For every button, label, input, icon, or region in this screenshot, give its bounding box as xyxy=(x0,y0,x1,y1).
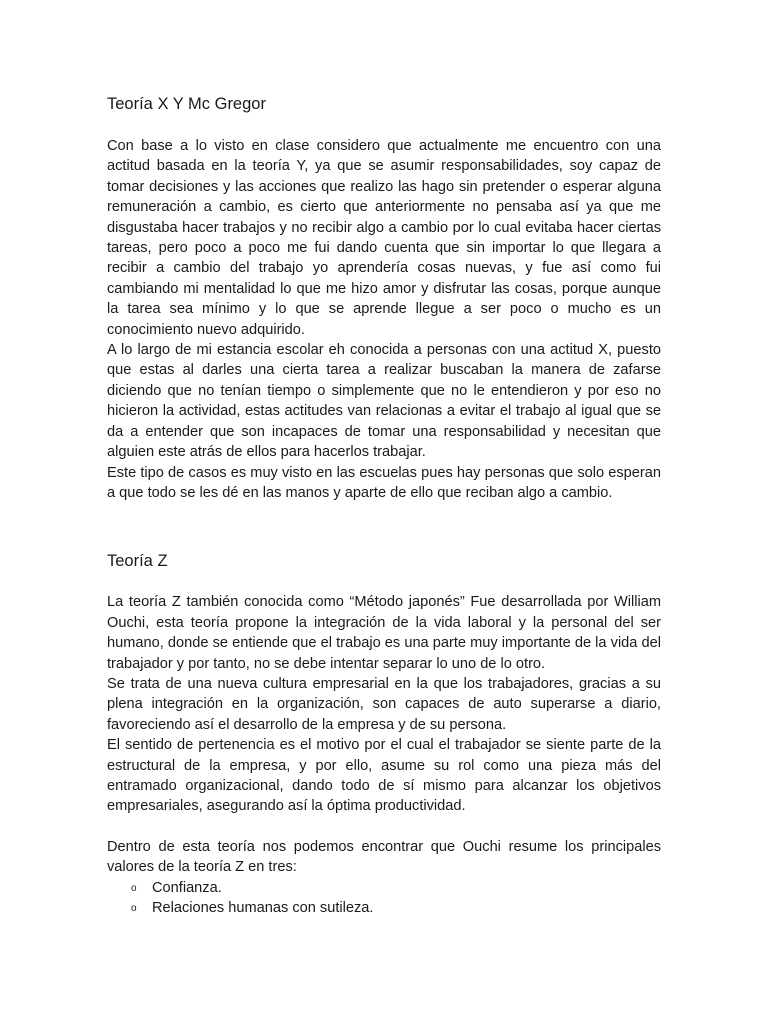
section-title-theory-z: Teoría Z xyxy=(107,552,168,571)
paragraph-sense-of-belonging: El sentido de pertenencia es el motivo por el cual el trabajador se siente parte de la estructural de la empresa, y por ello, asume su rol como una pieza más del entramado organizacional, dando todo de sí mismo para alcanzar los objetivos empresariales, asegurando así la óptima productividad. xyxy=(107,737,661,815)
list-item-text: Relaciones humanas con sutileza. xyxy=(152,900,374,916)
bullet-circle-icon: o xyxy=(131,903,137,914)
values-list xyxy=(107,878,661,919)
paragraph-values-intro: Dentro de esta teoría nos podemos encontrar que Ouchi resume los principales valores de la teoría Z en tres: xyxy=(107,838,661,876)
paragraph-theory-z-definition: La teoría Z también conocida como “Método japonés” Fue desarrollada por William Ouchi, esta teoría propone la integración de la vida laboral y la personal del ser humano, donde se entiende que el trabajo es una parte muy importante de la vida del trabajador y por tanto, no se debe intentar separar lo uno de lo otro. xyxy=(107,594,661,672)
list-item-text: Confianza. xyxy=(152,879,222,896)
section-title-theory-xy: Teoría X Y Mc Gregor xyxy=(107,95,266,113)
bullet-circle-icon: o xyxy=(131,882,137,894)
list-item xyxy=(131,898,661,918)
paragraph-theory-x-attitude: A lo largo de mi estancia escolar eh conocida a personas con una actitud X, puesto que estas al darles una cierta tarea a realizar buscaban la manera de zafarse diciendo que no tenían tiempo o simplemente que no le entendieron y por eso no hicieron la actividad, estas actitudes van relacionas a evitar el trabajo al igual que se da a entender que son incapaces de tomar una responsabilidad y necesitan que alguien este atrás de ellos para hacerlos trabajar. xyxy=(107,342,661,461)
paragraph-spacer xyxy=(107,817,661,837)
document-page xyxy=(107,88,661,918)
paragraph-theory-y-attitude: Con base a lo visto en clase considero que actualmente me encuentro con una actitud basada en la teoría Y, ya que se asumir responsabilidades, soy capaz de tomar decisiones y las acciones que realizo las hago sin pretender o esperar alguna remuneración a cambio, es cierto que anteriormente no pensaba así ya que me disgustaba hacer trabajos y no recibir algo a cambio por lo cual evitaba hacer ciertas tareas, pero poco a poco me fui dando cuenta que sin importar lo que llegara a recibir a cambio del trabajo yo aprendería cosas nuevas, y fue así como fui cambiando mi mentalidad lo que me hizo amor y disfrutar las cosas, porque aunque la tarea sea mínimo y lo que se aprende llegue a ser poco o mucho es un conocimiento nuevo adquirido. xyxy=(107,138,661,338)
list-item xyxy=(131,878,661,898)
paragraph-business-culture: Se trata de una nueva cultura empresarial en la que los trabajadores, gracias a su plena integración en la organización, son capaces de auto superarse a diario, favoreciendo así el desarrollo de la empresa y de su persona. xyxy=(107,675,661,733)
paragraph-school-cases: Este tipo de casos es muy visto en las escuelas pues hay personas que solo esperan a que todo se les dé en las manos y aparte de ello que reciban algo a cambio. xyxy=(107,464,661,501)
